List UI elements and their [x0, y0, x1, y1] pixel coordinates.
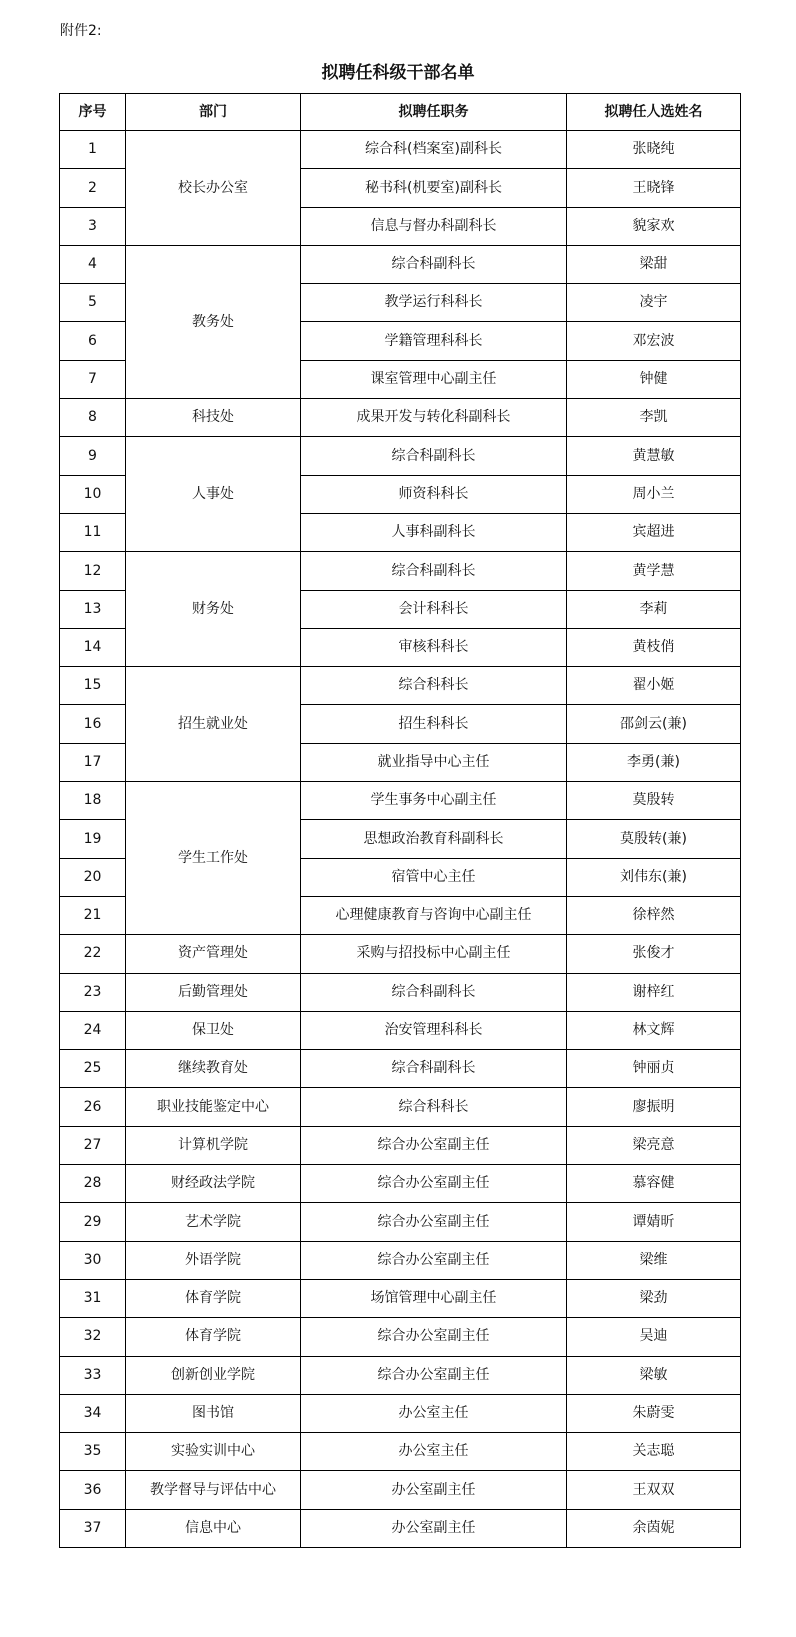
cell-department: 体育学院 — [126, 1318, 301, 1356]
candidate-table — [59, 93, 741, 1548]
cell-position: 审核科科长 — [301, 628, 567, 666]
cell-position: 就业指导中心主任 — [301, 743, 567, 781]
cell-position: 招生科科长 — [301, 705, 567, 743]
cell-position: 综合科科长 — [301, 667, 567, 705]
table-row — [60, 1394, 741, 1432]
cell-department: 体育学院 — [126, 1279, 301, 1317]
cell-position: 治安管理科科长 — [301, 1011, 567, 1049]
table-row — [60, 1433, 741, 1471]
cell-position: 综合科副科长 — [301, 245, 567, 283]
cell-position: 采购与招投标中心副主任 — [301, 935, 567, 973]
cell-position: 办公室副主任 — [301, 1471, 567, 1509]
cell-no: 8 — [60, 399, 126, 437]
cell-no: 30 — [60, 1241, 126, 1279]
attachment-label: 附件2: — [60, 23, 102, 39]
cell-no: 11 — [60, 513, 126, 551]
cell-department: 图书馆 — [126, 1394, 301, 1432]
table-row — [60, 1165, 741, 1203]
cell-candidate-name: 朱蔚雯 — [567, 1394, 741, 1432]
table-row — [60, 1509, 741, 1547]
header-position: 拟聘任职务 — [301, 94, 567, 131]
cell-candidate-name: 莫殷转 — [567, 782, 741, 820]
cell-no: 12 — [60, 552, 126, 590]
cell-candidate-name: 王双双 — [567, 1471, 741, 1509]
cell-candidate-name: 李勇(兼) — [567, 743, 741, 781]
cell-position: 师资科科长 — [301, 475, 567, 513]
cell-position: 心理健康教育与咨询中心副主任 — [301, 896, 567, 934]
cell-no: 35 — [60, 1433, 126, 1471]
cell-no: 13 — [60, 590, 126, 628]
cell-position: 综合科科长 — [301, 1088, 567, 1126]
cell-no: 10 — [60, 475, 126, 513]
cell-position: 综合办公室副主任 — [301, 1203, 567, 1241]
cell-department: 财经政法学院 — [126, 1165, 301, 1203]
table-row — [60, 245, 741, 283]
table-row — [60, 437, 741, 475]
cell-candidate-name: 梁甜 — [567, 245, 741, 283]
cell-position: 思想政治教育科副科长 — [301, 820, 567, 858]
cell-department: 教务处 — [126, 245, 301, 398]
cell-no: 14 — [60, 628, 126, 666]
table-row — [60, 1088, 741, 1126]
cell-candidate-name: 宾超进 — [567, 513, 741, 551]
cell-candidate-name: 黄学慧 — [567, 552, 741, 590]
cell-candidate-name: 梁劲 — [567, 1279, 741, 1317]
table-row — [60, 1241, 741, 1279]
table-row — [60, 1356, 741, 1394]
table-row — [60, 552, 741, 590]
cell-no: 3 — [60, 207, 126, 245]
cell-department: 创新创业学院 — [126, 1356, 301, 1394]
cell-department: 保卫处 — [126, 1011, 301, 1049]
table-row — [60, 1203, 741, 1241]
cell-department: 信息中心 — [126, 1509, 301, 1547]
cell-department: 资产管理处 — [126, 935, 301, 973]
cell-position: 综合办公室副主任 — [301, 1126, 567, 1164]
cell-position: 人事科副科长 — [301, 513, 567, 551]
cell-position: 综合办公室副主任 — [301, 1165, 567, 1203]
cell-candidate-name: 王晓锋 — [567, 169, 741, 207]
cell-no: 26 — [60, 1088, 126, 1126]
cell-no: 33 — [60, 1356, 126, 1394]
cell-no: 18 — [60, 782, 126, 820]
cell-candidate-name: 余茵妮 — [567, 1509, 741, 1547]
cell-candidate-name: 廖振明 — [567, 1088, 741, 1126]
cell-candidate-name: 慕容健 — [567, 1165, 741, 1203]
cell-candidate-name: 黄慧敏 — [567, 437, 741, 475]
cell-department: 后勤管理处 — [126, 973, 301, 1011]
cell-candidate-name: 邓宏波 — [567, 322, 741, 360]
cell-candidate-name: 吴迪 — [567, 1318, 741, 1356]
cell-no: 23 — [60, 973, 126, 1011]
cell-no: 4 — [60, 245, 126, 283]
cell-candidate-name: 貌家欢 — [567, 207, 741, 245]
cell-no: 9 — [60, 437, 126, 475]
cell-department: 职业技能鉴定中心 — [126, 1088, 301, 1126]
cell-department: 艺术学院 — [126, 1203, 301, 1241]
cell-candidate-name: 钟健 — [567, 360, 741, 398]
cell-position: 成果开发与转化科副科长 — [301, 399, 567, 437]
cell-position: 办公室主任 — [301, 1394, 567, 1432]
table-row — [60, 973, 741, 1011]
table-row — [60, 399, 741, 437]
cell-position: 办公室主任 — [301, 1433, 567, 1471]
cell-position: 会计科科长 — [301, 590, 567, 628]
document-title: 拟聘任科级干部名单 — [321, 63, 475, 83]
cell-no: 27 — [60, 1126, 126, 1164]
cell-department: 科技处 — [126, 399, 301, 437]
cell-no: 1 — [60, 131, 126, 169]
cell-department: 招生就业处 — [126, 667, 301, 782]
cell-no: 5 — [60, 284, 126, 322]
cell-position: 信息与督办科副科长 — [301, 207, 567, 245]
cell-candidate-name: 谢梓红 — [567, 973, 741, 1011]
table-row — [60, 1050, 741, 1088]
cell-candidate-name: 谭婧昕 — [567, 1203, 741, 1241]
cell-position: 综合科副科长 — [301, 437, 567, 475]
cell-candidate-name: 林文辉 — [567, 1011, 741, 1049]
table-row — [60, 1471, 741, 1509]
table-row — [60, 782, 741, 820]
cell-position: 综合办公室副主任 — [301, 1318, 567, 1356]
cell-no: 34 — [60, 1394, 126, 1432]
table-row — [60, 1126, 741, 1164]
cell-position: 综合办公室副主任 — [301, 1356, 567, 1394]
cell-candidate-name: 梁敏 — [567, 1356, 741, 1394]
cell-candidate-name: 徐梓然 — [567, 896, 741, 934]
table-row — [60, 1279, 741, 1317]
table-header-row — [60, 94, 741, 131]
cell-no: 31 — [60, 1279, 126, 1317]
cell-candidate-name: 莫殷转(兼) — [567, 820, 741, 858]
cell-position: 学生事务中心副主任 — [301, 782, 567, 820]
table-row — [60, 935, 741, 973]
cell-department: 教学督导与评估中心 — [126, 1471, 301, 1509]
cell-position: 办公室副主任 — [301, 1509, 567, 1547]
cell-candidate-name: 邵剑云(兼) — [567, 705, 741, 743]
cell-position: 课室管理中心副主任 — [301, 360, 567, 398]
cell-candidate-name: 周小兰 — [567, 475, 741, 513]
table-row — [60, 131, 741, 169]
cell-position: 宿管中心主任 — [301, 858, 567, 896]
header-candidate: 拟聘任人选姓名 — [567, 94, 741, 131]
header-department: 部门 — [126, 94, 301, 131]
cell-no: 25 — [60, 1050, 126, 1088]
cell-department: 继续教育处 — [126, 1050, 301, 1088]
cell-no: 15 — [60, 667, 126, 705]
cell-candidate-name: 刘伟东(兼) — [567, 858, 741, 896]
cell-no: 19 — [60, 820, 126, 858]
cell-candidate-name: 关志聪 — [567, 1433, 741, 1471]
cell-candidate-name: 张晓纯 — [567, 131, 741, 169]
table-row — [60, 1318, 741, 1356]
cell-department: 外语学院 — [126, 1241, 301, 1279]
cell-position: 场馆管理中心副主任 — [301, 1279, 567, 1317]
cell-no: 37 — [60, 1509, 126, 1547]
cell-candidate-name: 梁亮意 — [567, 1126, 741, 1164]
cell-department: 人事处 — [126, 437, 301, 552]
cell-position: 综合科(档案室)副科长 — [301, 131, 567, 169]
cell-no: 2 — [60, 169, 126, 207]
cell-candidate-name: 翟小姬 — [567, 667, 741, 705]
cell-no: 32 — [60, 1318, 126, 1356]
cell-department: 计算机学院 — [126, 1126, 301, 1164]
cell-no: 28 — [60, 1165, 126, 1203]
cell-no: 7 — [60, 360, 126, 398]
cell-no: 24 — [60, 1011, 126, 1049]
table-body — [60, 131, 741, 1548]
cell-department: 实验实训中心 — [126, 1433, 301, 1471]
table-row — [60, 667, 741, 705]
cell-no: 29 — [60, 1203, 126, 1241]
cell-no: 21 — [60, 896, 126, 934]
cell-position: 学籍管理科科长 — [301, 322, 567, 360]
cell-position: 秘书科(机要室)副科长 — [301, 169, 567, 207]
header-no: 序号 — [60, 94, 126, 131]
cell-no: 36 — [60, 1471, 126, 1509]
cell-position: 综合科副科长 — [301, 1050, 567, 1088]
cell-candidate-name: 李凯 — [567, 399, 741, 437]
cell-position: 综合办公室副主任 — [301, 1241, 567, 1279]
cell-no: 6 — [60, 322, 126, 360]
cell-candidate-name: 钟丽贞 — [567, 1050, 741, 1088]
cell-no: 22 — [60, 935, 126, 973]
cell-candidate-name: 张俊才 — [567, 935, 741, 973]
cell-no: 20 — [60, 858, 126, 896]
cell-candidate-name: 黄枝俏 — [567, 628, 741, 666]
cell-department: 校长办公室 — [126, 131, 301, 246]
cell-position: 综合科副科长 — [301, 973, 567, 1011]
cell-candidate-name: 凌宇 — [567, 284, 741, 322]
cell-position: 综合科副科长 — [301, 552, 567, 590]
cell-candidate-name: 梁维 — [567, 1241, 741, 1279]
cell-no: 16 — [60, 705, 126, 743]
table-row — [60, 1011, 741, 1049]
cell-department: 财务处 — [126, 552, 301, 667]
cell-position: 教学运行科科长 — [301, 284, 567, 322]
cell-candidate-name: 李莉 — [567, 590, 741, 628]
cell-no: 17 — [60, 743, 126, 781]
cell-department: 学生工作处 — [126, 782, 301, 935]
